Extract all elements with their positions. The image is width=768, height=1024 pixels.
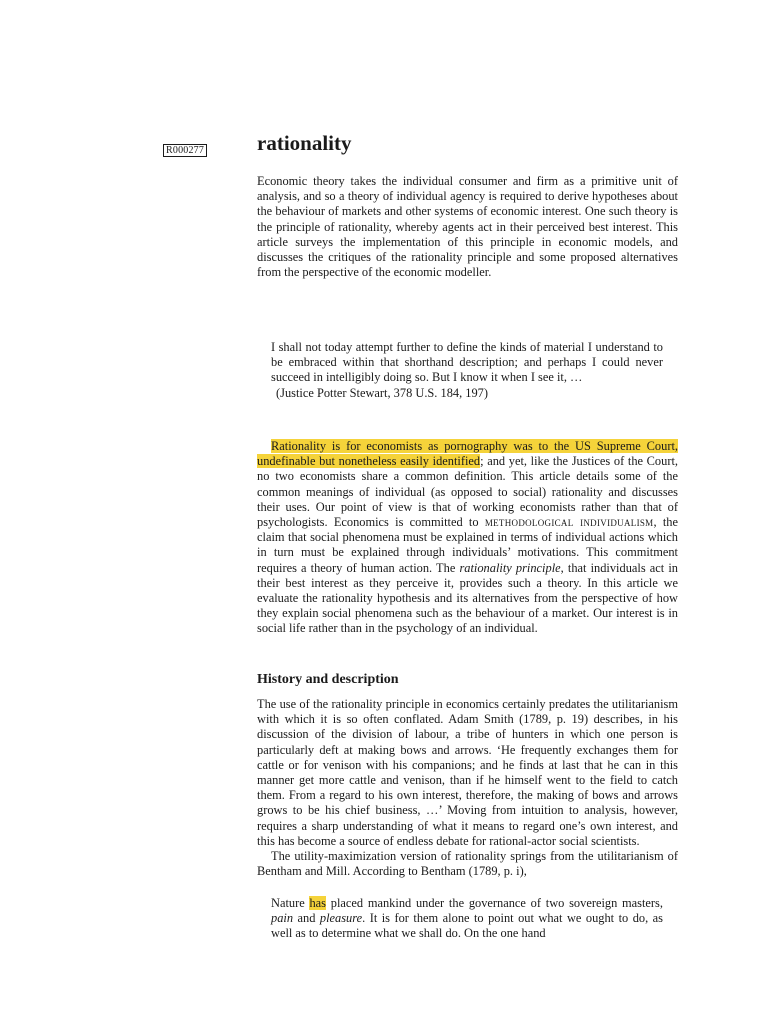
intro-text-part2: , the claim that social phenomena must be explained in terms of individual actions which in turn must be explained through individuals’ motivations. This commitment requires a theory of human action. The: [257, 515, 678, 575]
italic-pleasure: pleasure: [319, 911, 363, 926]
intro-block: [257, 439, 678, 637]
epigraph-block: [271, 340, 663, 401]
epigraph-text: I shall not today attempt further to define the kinds of material I understand to be embraced within that shorthand description; and perhaps I could never succeed in intelligibly doing so. But I know it when I see it, …: [271, 340, 663, 385]
bentham-quote-part-a: Nature: [271, 896, 310, 910]
epigraph-citation: (Justice Potter Stewart, 378 U.S. 184, 197): [276, 385, 488, 400]
section-paragraph-2: The utility-maximization version of rationality springs from the utilitarianism of Bentham and Mill. According to Bentham (1789, p. i),: [257, 849, 678, 879]
section-body: [257, 697, 678, 879]
bentham-quote-text: [271, 896, 663, 942]
intro-text-part1: ; and yet, like the Justices of the Court, no two economists share a common definition. This article details some of the common meanings of individual (as opposed to social) rationality and discusses their uses. Our point of view is that of working economists rather than that of psychologists. Economics is committed to: [257, 454, 678, 530]
intro-text-part3: , that individuals act in their best interest as they perceive it, provides such a theory. In this article we evaluate the rationality hypothesis and its alternatives from the perspective of how they explain social phenomena such as the behaviour of a market. Our interest is in social life rather than in the psychology of an individual.: [257, 560, 678, 636]
article-title: rationality: [257, 131, 352, 155]
bentham-quote-part-c: and: [293, 911, 320, 926]
highlighted-sentence: Rationality is for economists as pornography was to the US Supreme Court, undefinable but nonetheless easily identified: [257, 439, 678, 469]
italic-pain: pain: [271, 911, 294, 926]
highlighted-word: has: [309, 896, 326, 910]
bentham-quote-part-d: . It is for them alone to point out what we ought to do, as well as to determine what we shall do. On the one hand: [271, 911, 663, 941]
bentham-quote-part-b: placed mankind under the governance of two sovereign masters,: [326, 896, 663, 910]
abstract-text: Economic theory takes the individual consumer and firm as a primitive unit of analysis, and so a theory of individual agency is required to derive hypotheses about the behaviour of markets and other systems of economic interest. One such theory is the principle of rationality, whereby agents act in their perceived best interest. This article surveys the implementation of this principle in economic models, and discusses the critiques of the rationality principle and some proposed alternatives from the perspective of the economic modeller.: [257, 174, 678, 280]
bentham-quote-block: [271, 896, 663, 942]
intro-paragraph: [257, 439, 678, 637]
reference-id-tag: R000277: [163, 144, 207, 157]
section-heading: History and description: [257, 672, 399, 687]
section-paragraph-1: The use of the rationality principle in economics certainly predates the utilitarianism with which it is so often conflated. Adam Smith (1789, p. 19) describes, in his discussion of the division of labour, a tribe of hunters in which one person is particularly deft at making bows and arrows. ‘He frequently exchanges them for cattle or for venison with his companions; and he finds at last that he can in this manner get more cattle and venison, than if he himself went to the field to catch them. From a regard to his own interest, therefore, the making of bows and arrows grows to be his chief business, …’ Moving from intuition to analysis, however, requires a sharp understanding of what it means to regard one’s own interest, and this has become a source of endless debate for rational-actor social scientists.: [257, 697, 678, 848]
abstract-block: [257, 174, 678, 280]
italic-term: rationality principle: [459, 560, 561, 575]
smallcaps-term: methodological individualism: [484, 515, 654, 530]
